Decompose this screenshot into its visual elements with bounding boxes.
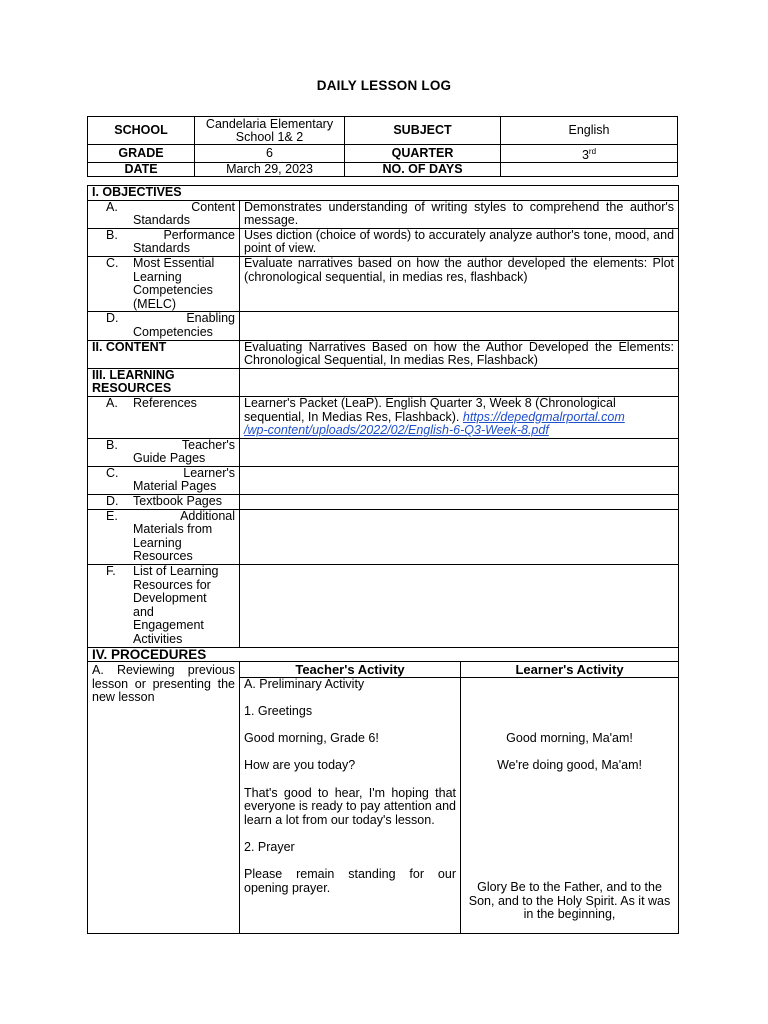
resource-e-label-3: Learning [133,535,182,550]
objective-b-label-2: Standards [133,241,190,256]
school-value-line-2: School 1& 2 [235,129,304,144]
resource-e-text [240,509,679,564]
resource-b-text [240,438,679,466]
quarter-suffix: rd [588,147,597,156]
teacher-greeting: Good morning, Grade 6! [244,731,379,746]
resource-c-letter: C. [106,465,119,480]
objective-b-letter: B. [106,227,118,242]
resource-a-text [240,396,679,438]
date-label: DATE [88,163,195,177]
resources-heading-line-2: RESOURCES [92,381,172,396]
school-value [195,117,345,145]
days-value [501,163,678,177]
quarter-value [501,145,678,163]
resource-c-label [88,466,240,494]
header-info-table [87,116,678,177]
resource-f-label-5: Engagement [133,618,204,633]
date-value: March 29, 2023 [195,163,345,177]
resource-a-citation: Learner's Packet (LeaP). English Quarter 3, Week 8 (Chronological sequential, In Medias Res, Flashback). [244,395,616,424]
objective-d-label-1: Enabling [186,311,235,326]
objective-c-letter: C. [106,255,119,270]
teacher-prayer-instruction: Please remain standing for our opening prayer. [244,867,456,895]
quarter-number: 3 [581,148,589,163]
objective-d-label [88,312,240,340]
objectives-heading: I. OBJECTIVES [88,186,679,201]
resource-e-label [88,509,240,564]
objective-a-label [88,200,240,228]
resource-d-letter: D. [106,494,119,509]
resource-d-label-text: Textbook Pages [133,494,222,509]
objective-c-label-1: Most Essential [133,255,215,270]
resources-heading-line-1: III. LEARNING [92,367,175,382]
school-value-line-1: Candelaria Elementary [205,116,334,131]
grade-label: GRADE [88,145,195,163]
objective-a-label-2: Standards [133,213,190,228]
objective-c-label-3: Competencies [133,283,213,298]
resource-f-label-1: List of Learning [133,564,219,579]
teacher-prayer-heading: 2. Prayer [244,839,295,854]
teacher-preliminary: A. Preliminary Activity [244,676,365,691]
objective-b-label-1: Performance [163,227,235,242]
objective-b-label [88,228,240,256]
resource-f-label-4: and [133,604,154,619]
resource-f-label-6: Activities [133,632,183,646]
resource-c-text [240,466,679,494]
learner-activity-header: Learner's Activity [461,662,679,678]
teacher-activity-header: Teacher's Activity [240,662,461,678]
teacher-greetings-heading: 1. Greetings [244,703,313,718]
document-title: DAILY LESSON LOG [316,78,452,93]
resource-a-label [88,396,240,438]
resource-d-label [88,495,240,510]
objective-a-text: Demonstrates understanding of writing styles to comprehend the author's message. [240,200,679,228]
resource-a-link-2[interactable]: /wp-content/uploads/2022/02/English-6-Q3-Week-8.pdf [244,423,549,438]
resource-b-label-1: Teacher's [181,437,235,452]
objective-b-text: Uses diction (choice of words) to accurately analyze author's tone, mood, and point of view. [240,228,679,256]
resource-b-label-2: Guide Pages [133,451,206,466]
objective-c-text: Evaluate narratives based on how the author developed the elements: Plot (chronological sequential, in medias res, flashback) [240,256,679,311]
learner-greeting: Good morning, Ma'am! [506,730,633,745]
learner-response: We're doing good, Ma'am! [497,757,642,772]
objective-d-label-2: Competencies [133,324,213,339]
resources-heading [88,368,240,396]
content-text: Evaluating Narratives Based on how the Author Developed the Elements: Chronological Sequential, In medias Res, Flashback) [240,340,679,368]
resource-f-letter: F. [106,564,116,579]
days-label: NO. OF DAYS [345,163,501,177]
objective-d-letter: D. [106,311,119,326]
teacher-activity-cell [240,677,461,933]
teacher-ready-message: That's good to hear, I'm hoping that everyone is ready to pay attention and learn a lot from our today's lesson. [244,785,456,827]
learner-prayer: Glory Be to the Father, and to the Son, and to the Holy Spirit. As it was in the beginning, [468,880,671,922]
teacher-question: How are you today? [244,758,356,773]
content-heading: II. CONTENT [88,340,240,368]
learner-activity-cell [461,677,679,933]
resource-e-label-2: Materials from [133,522,213,537]
resource-a-letter: A. [106,395,118,410]
resource-e-label-1: Additional [180,508,235,523]
objective-c-label [88,256,240,311]
objective-c-label-4: (MELC) [133,296,177,311]
resource-f-label-2: Resources for [133,577,211,592]
quarter-label: QUARTER [345,145,501,163]
resource-c-label-2: Material Pages [133,479,217,494]
resource-e-label-4: Resources [133,549,193,564]
resource-a-link-1[interactable]: https://depedgmalrportal.com [462,409,625,424]
grade-value: 6 [195,145,345,163]
lesson-log-table [87,185,679,934]
school-label: SCHOOL [88,117,195,145]
resource-b-letter: B. [106,437,118,452]
resource-b-label [88,438,240,466]
objective-d-text [240,312,679,340]
resource-c-label-1: Learner's [183,465,235,480]
procedures-heading: IV. PROCEDURES [88,647,679,662]
subject-value: English [501,117,678,145]
subject-label: SUBJECT [345,117,501,145]
resources-heading-blank [240,368,679,396]
objective-c-label-2: Learning [133,269,182,284]
resource-d-text [240,495,679,510]
objective-a-label-1: Content [191,199,235,214]
objective-a-letter: A. [106,199,118,214]
resource-a-label-text: References [133,395,197,410]
resource-f-label [88,565,240,648]
resource-f-label-3: Development [133,591,207,606]
resource-f-text [240,565,679,648]
procedure-a-step: A. Reviewing previous lesson or presenting the new lesson [88,662,240,934]
resource-e-letter: E. [106,508,118,523]
